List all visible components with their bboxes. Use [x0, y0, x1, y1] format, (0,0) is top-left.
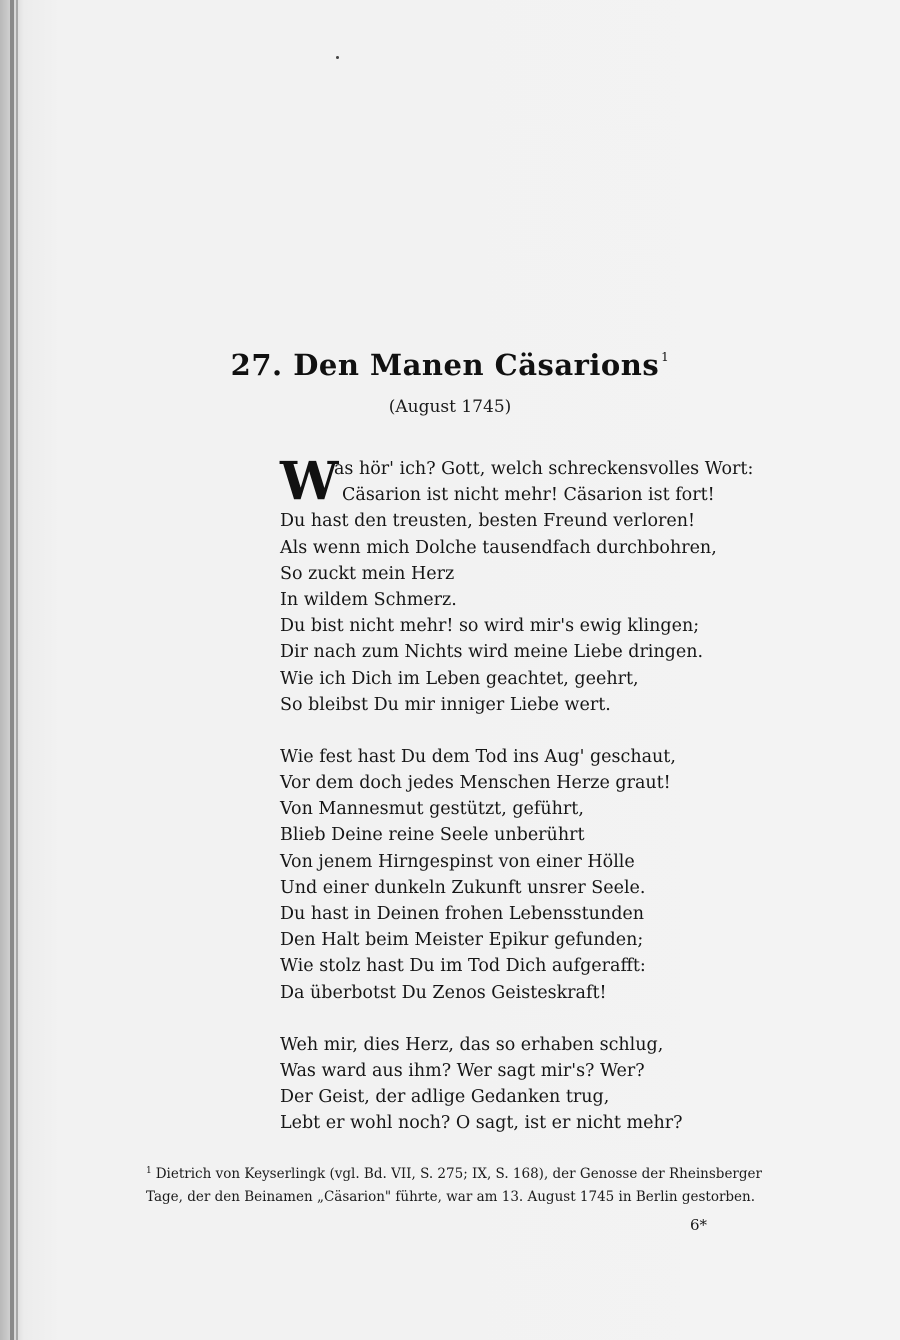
poem-line: Cäsarion ist nicht mehr! Cäsarion ist fort! — [342, 485, 715, 506]
poem-line: Und einer dunkeln Zukunft unsrer Seele. — [280, 877, 646, 898]
poem-line: Lebt er wohl noch? O sagt, ist er nicht mehr? — [280, 1113, 683, 1134]
stanza-1 — [280, 451, 754, 718]
poem-line: So bleibst Du mir inniger Liebe wert. — [280, 694, 611, 715]
poem-line: Blieb Deine reine Seele unberührt — [280, 825, 585, 846]
footnote-text-1: Dietrich von Keyserlingk (vgl. Bd. VII, S. 275; IX, S. 168), der Genosse der Rheinsberger — [155, 1166, 762, 1182]
page-number: 6* — [690, 1216, 708, 1234]
stanza-gap — [280, 1006, 740, 1032]
poem-line: In wildem Schmerz. — [280, 589, 457, 610]
footnote-text-2: Tage, der den Beinamen „Cäsarion" führte, war am 13. August 1745 in Berlin gestorben. — [146, 1189, 756, 1205]
poem-line: as hör' ich? Gott, welch schreckensvolles Wort: — [334, 459, 754, 479]
poem-line: Der Geist, der adlige Gedanken trug, — [280, 1087, 610, 1108]
drop-cap: W — [280, 451, 339, 512]
stanza-gap — [280, 718, 740, 744]
poem-title-text: Den Manen Cäsarions — [293, 348, 660, 382]
poem-line: Da überbotst Du Zenos Geisteskraft! — [280, 982, 607, 1003]
poem-line: Als wenn mich Dolche tausendfach durchbohren, — [280, 537, 717, 558]
print-speck — [336, 56, 339, 59]
poem-line: Was ward aus ihm? Wer sagt mir's? Wer? — [280, 1060, 645, 1081]
stanza-2 — [280, 744, 740, 1006]
footnote-line — [146, 1160, 816, 1186]
poem-line: Du hast in Deinen frohen Lebensstunden — [280, 904, 645, 924]
poem-line: Von jenem Hirngespinst von einer Hölle — [280, 851, 635, 872]
poem-line: Von Mannesmut gestützt, geführt, — [280, 799, 584, 820]
poem-line: Wie ich Dich im Leben geachtet, geehrt, — [280, 668, 639, 689]
poem-body — [280, 451, 754, 1137]
book-spine-shadow — [10, 0, 14, 1340]
poem-line: Du bist nicht mehr! so wird mir's ewig klingen; — [280, 616, 700, 637]
poem-line: Wie stolz hast Du im Tod Dich aufgerafft: — [280, 956, 646, 977]
title-footnote-ref: 1 — [661, 350, 670, 364]
poem-line: Du hast den treusten, besten Freund verloren! — [280, 511, 696, 532]
poem-date: (August 1745) — [388, 397, 512, 417]
poem-line: Dir nach zum Nichts wird meine Liebe dringen. — [280, 642, 704, 663]
book-spine-edge — [16, 0, 18, 1340]
poem-line: Wie fest hast Du dem Tod ins Aug' geschaut, — [280, 746, 676, 767]
stanza-3 — [280, 1032, 740, 1137]
poem-line: Den Halt beim Meister Epikur gefunden; — [280, 930, 644, 951]
poem-line: Weh mir, dies Herz, das so erhaben schlug, — [280, 1034, 664, 1055]
poem-number: 27. — [230, 348, 283, 382]
poem-title — [0, 348, 900, 382]
footnote — [146, 1160, 816, 1209]
poem-line: So zuckt mein Herz — [280, 563, 455, 584]
poem-line: Vor dem doch jedes Menschen Herze graut! — [280, 773, 671, 794]
footnote-mark: 1 — [146, 1166, 152, 1176]
